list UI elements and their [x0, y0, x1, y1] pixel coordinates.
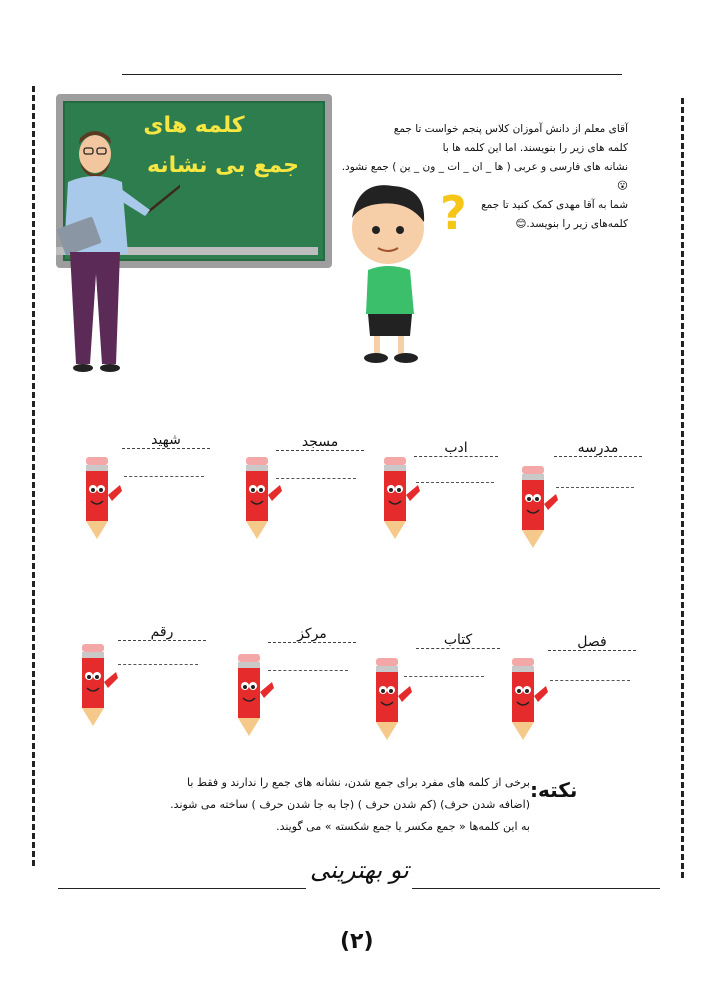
answer-line	[404, 676, 484, 677]
word-fasl: فصل	[548, 634, 636, 651]
pencil-mascot-icon	[372, 455, 424, 541]
note-line: به این کلمه‌ها « جمع مکسر یا جمع شکسته » می گویند.	[276, 820, 530, 833]
answer-line	[416, 482, 494, 483]
pencil-mascot-icon	[500, 656, 552, 742]
teacher-illustration	[50, 124, 180, 374]
page-number: (۲)	[340, 929, 374, 954]
intro-paragraph	[340, 120, 628, 234]
pencil-mascot-icon	[74, 455, 126, 541]
footer-rule-right	[412, 888, 660, 889]
intro-line: شما به آقا مهدی کمک کنید تا جمع	[481, 199, 628, 211]
note-line: برخی از کلمه های مفرد برای جمع شدن، نشانه های جمع را ندارند و فقط با	[186, 776, 530, 789]
word-markaz: مرکز	[268, 626, 356, 643]
word-adab: ادب	[414, 440, 498, 457]
pencil-mascot-icon	[226, 652, 278, 738]
answer-line	[276, 478, 356, 479]
answer-line	[268, 670, 348, 671]
pencil-mascot-icon	[234, 455, 286, 541]
pencil-mascot-icon	[510, 464, 562, 550]
footer-rule-left	[58, 888, 306, 889]
pencil-mascot-icon	[70, 642, 122, 728]
top-rule	[122, 74, 622, 75]
note-line: (اضافه شدن حرف) (کم شدن حرف ) (جا به جا شدن حرف ) ساخته می شوند.	[170, 798, 530, 811]
question-mark-icon: ?	[440, 186, 467, 240]
word-shahid: شهید	[122, 432, 210, 449]
left-border	[32, 86, 35, 866]
answer-line	[118, 664, 198, 665]
intro-line: کلمه های زیر را بنویسند. اما این کلمه ها با	[442, 142, 628, 154]
note-paragraph	[120, 772, 530, 838]
answer-line	[550, 680, 630, 681]
board-title-line2: جمع بی نشانه	[147, 153, 299, 178]
word-madrese: مدرسه	[554, 440, 642, 457]
right-border	[681, 98, 684, 878]
pencil-mascot-icon	[364, 656, 416, 742]
intro-line: کلمه‌های زیر را بنویسد.😊	[515, 218, 628, 230]
word-masjed: مسجد	[276, 434, 364, 451]
word-raqam: رقم	[118, 624, 206, 641]
board-title-line1: کلمه های	[143, 113, 245, 138]
note-title: نکته:	[530, 778, 578, 802]
signature: تو بهترینی	[310, 856, 409, 884]
answer-line	[556, 487, 634, 488]
word-ketab: کتاب	[416, 632, 500, 649]
answer-line	[124, 476, 204, 477]
intro-line: آقای معلم از دانش آموزان کلاس پنجم خواست تا جمع	[393, 123, 628, 135]
intro-line: نشانه های فارسی و عربی ( ها _ ان _ ات _ ون _ ین ) جمع نشود.😮	[341, 161, 628, 192]
